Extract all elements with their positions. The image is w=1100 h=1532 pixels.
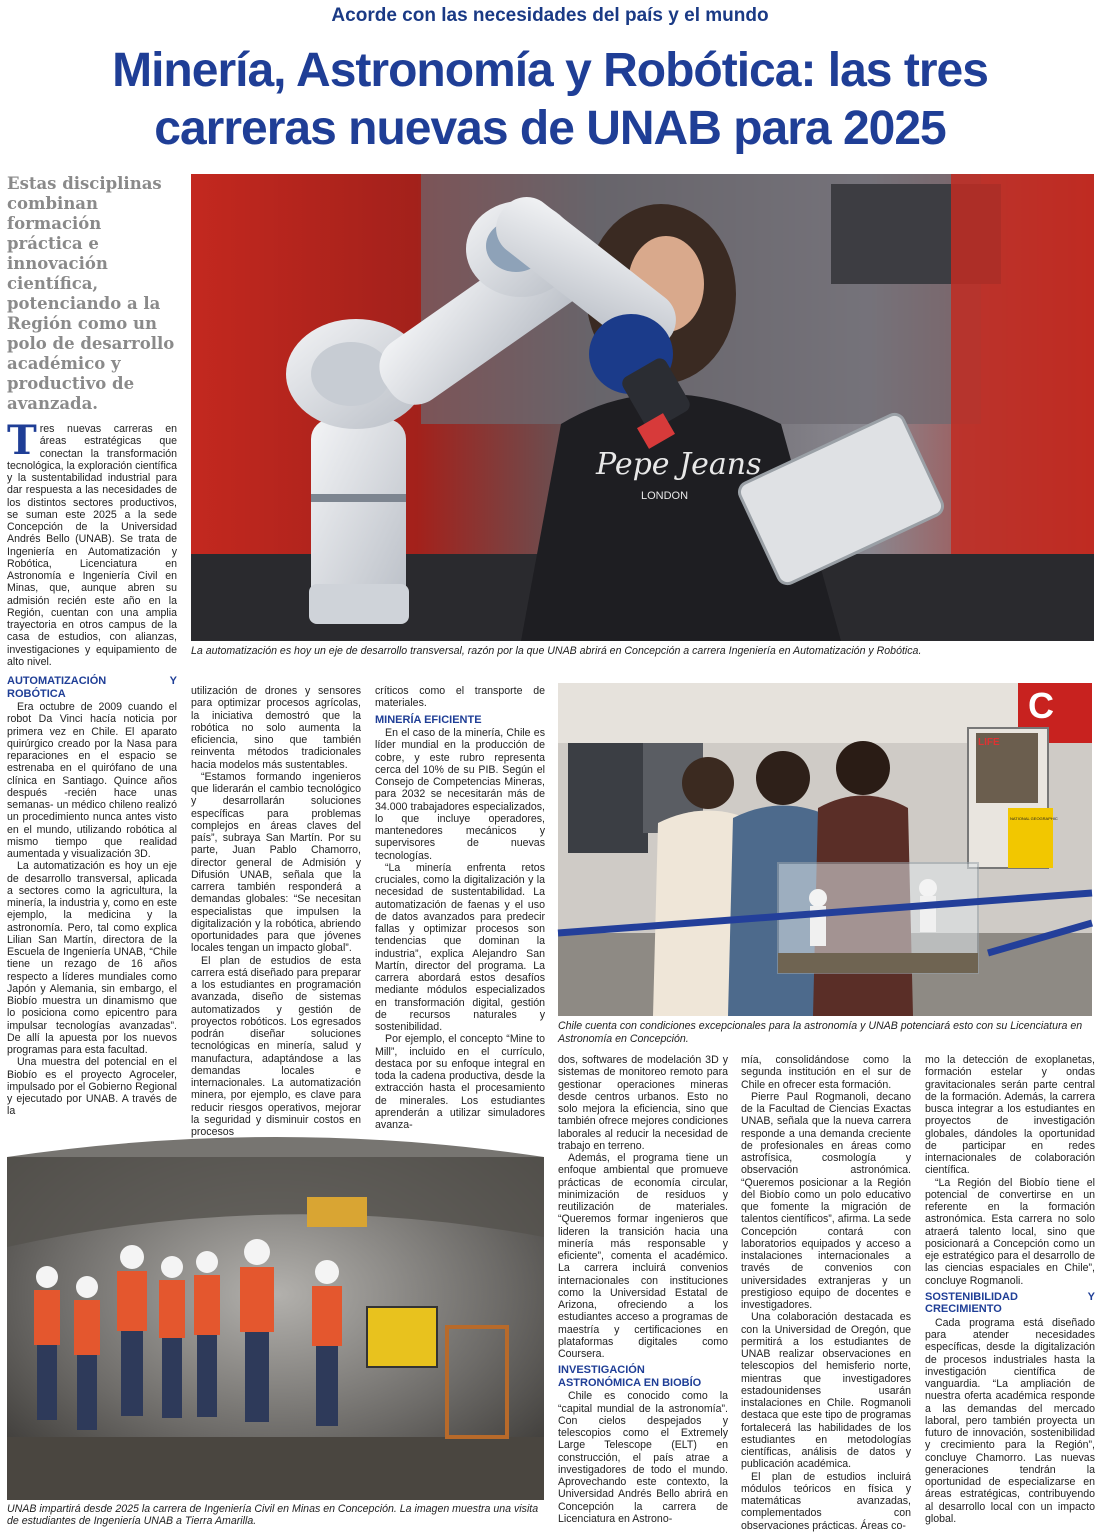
mining-photo-caption: UNAB impartirá desde 2025 la carrera de Ingeniería Civil en Minas en Concepción. La imagen muestra una visita de estudiantes de Ingeniería UNAB a Tierra Amarilla. [7, 1503, 539, 1527]
col4-paragraph-3: Chile es conocido como la “capital mundial de la astronomía”. Con cielos despejados y telescopios como el Extremely Large Telescope (ELT) en construcción, el país atrae a investigadores de todo el mundo. Aprovechando este contexto, la Universidad Andrés Bello abrirá en Concepción la carrera de Licenciatura en Astrono- [558, 1390, 728, 1525]
col5-paragraph-2: Pierre Paul Rogmanoli, decano de la Facultad de Ciencias Exactas UNAB, señala que la nueva carrera responde a una demanda creciente de profesionales en áreas como astrofísica, cosmología y observación astronómica. “Queremos posicionar a la Región del Biobío como un polo educativo que fomente la migración de talentos científicos”, afirma. La sede Concepción contará con laboratorios equipados y acceso a instalaciones internacionales a través de convenios con universidades extranjeras y un prestigioso equipo de docentes e investigadores. [741, 1090, 911, 1311]
intro-text: res nuevas carreras en áreas estratégicas que conectan la transformación tecnológica, la exploración científica y la sustentabilidad industrial para dar respuesta a las necesidades de los distintos sectores productivos, se suman este 2025 a la sede Concepción de la Universidad Andrés Bello (UNAB). Se trata de Ingeniería en Automatización y Robótica, Licenciatura en Astronomía e Ingeniería Civil en Minas, que, aunque abren su admisión recién este año en la Región, cuentan con una amplia trayectoria en otros campus de la casa de estudios, con alianzas, investigaciones y equipamiento de alto nivel. [7, 423, 177, 668]
col1-paragraph-1: Era octubre de 2009 cuando el robot Da Vinci hacía noticia por primera vez en Chile. El aparato quirúrgico creado por la Nasa para reparaciones en el espacio se estrenaba en el quirófano de una clínica en Santiago. Quince años después -recién hace unas semanas- un médico chileno realizó un procedimiento nunca antes visto en el mundo, utilizando robótica al mismo tiempo que realidad aumentada y visualización 3D. [7, 701, 177, 860]
drop-cap: T [7, 417, 37, 464]
col4-paragraph-2: Además, el programa tiene un enfoque ambiental que promueve prácticas de economía circular, minimización de residuos y reutilización de materiales. “Queremos formar ingenieros que lideren la transición hacia una minería más responsable y eficiente”, comenta el académico. La carrera incluirá convenios internacionales con instituciones como la Universidad Estatal de Arizona, ofreciendo a los estudiantes acceso a programas de maestría y certificaciones en plataformas digitales como Coursera. [558, 1152, 728, 1360]
col3-paragraph-2: En el caso de la minería, Chile es líder mundial en la producción de cobre, y este rubro representa cerca del 10% de su PIB. Según el Consejo de Competencias Mineras, para 2032 se necesitarán más de 34.000 trabajadores especializados, lo que incluye operadores, mantenedores mecánicos y supervisores de nuevas tecnologías. [375, 727, 545, 862]
robot-photo-illustration [191, 174, 1094, 641]
col5-paragraph-1: mía, consolidándose como la segunda institución en el sur de Chile en ofrecer esta formación. [741, 1054, 911, 1091]
col3-paragraph-3: “La minería enfrenta retos cruciales, como la digitalización y la necesidad de sustentabilidad. La automatización de faenas y el uso de datos avanzados para predecir fallas y optimizar procesos son tendencias que dominan la industria”, explica Alejandro San Martín, director del programa. La carrera abordará estos desafíos mediante módulos especializados en transformación digital, gestión de recursos naturales y sostenibilidad. [375, 861, 545, 1033]
column-1 [7, 671, 177, 1141]
subhead-mineria: MINERÍA EFICIENTE [375, 713, 482, 726]
mining-photo [7, 1157, 544, 1500]
col6-paragraph-2: “La Región del Biobío tiene el potencial de convertirse en un referente en la formación astronómica. Esta carrera no solo atraerá talento local, sino que posicionará a Concepción como un eje estratégico para el desarrollo de las ciencias espaciales en Chile”, concluye Rogmanoli. [925, 1176, 1095, 1287]
col6-paragraph-1: mo la detección de exoplanetas, formación estelar y ondas gravitacionales serán parte central de la formación. Además, la carrera busca integrar a los estudiantes en proyectos de investigación globales, dándoles la oportunidad de participar en redes internacionales de colaboración científica. [925, 1054, 1095, 1177]
lead-deck: Estas disciplinas combinan formación práctica e innovación científica, potenciando a la Región como un polo de desarrollo académico y productivo de avanzada. [7, 174, 175, 413]
headline-line-1: Minería, Astronomía y Robótica: las tres [112, 44, 988, 97]
intro-paragraph [7, 417, 177, 668]
col4-paragraph-1: dos, softwares de modelación 3D y sistemas de monitoreo remoto para gestionar operaciones mineras desde centros urbanos. Esto no solo mejora la eficiencia, sino que también ofrece mejores condiciones laborales al reducir la necesidad de trabajo en terreno. [558, 1054, 728, 1152]
column-4 [558, 1054, 728, 1524]
robot-photo-caption: La automatización es hoy un eje de desarrollo transversal, razón por la que UNAB abrirá en Concepción a carrera Ingeniería en Automatización y Robótica. [191, 645, 922, 657]
col1-paragraph-3: Una muestra del potencial en el Biobío es el proyecto Agroceler, impulsado por el Gobierno Regional y ejecutado por UNAB. A través de la [7, 1056, 177, 1118]
subhead-investigacion: INVESTIGACIÓN ASTRONÓMICA EN BIOBÍO [558, 1364, 702, 1389]
headline-line-2: carreras nuevas de UNAB para 2025 [154, 102, 946, 155]
column-3 [375, 685, 545, 1135]
col3-paragraph-1: críticos como el transporte de materiales. [375, 685, 545, 710]
column-6 [925, 1054, 1095, 1524]
robot-photo [191, 174, 1094, 641]
column-2 [191, 685, 361, 1138]
subhead-automatizacion: AUTOMATIZACIÓN Y ROBÓTICA [7, 675, 177, 700]
col3-paragraph-4: Por ejemplo, el concepto “Mine to Mill”, incluido en el currículo, destaca por su enfoque integral en toda la cadena productiva, desde la extracción hasta el procesamiento de minerales. Los estudiantes aprenderán a utilizar simuladores avanza- [375, 1033, 545, 1131]
sign-letter: C [1028, 685, 1054, 726]
shirt-logo-sub: LONDON [641, 490, 689, 502]
kicker: Acorde con las necesidades del país y el mundo [331, 5, 769, 26]
astronomy-photo-caption: Chile cuenta con condiciones excepcionales para la astronomía y UNAB potenciará esto con su Licenciatura en Astronomía en Concepción. [558, 1020, 1083, 1045]
column-5 [741, 1054, 911, 1532]
col1-paragraph-2: La automatización es hoy un eje de desarrollo transversal, aplicada a sectores como la agricultura, la minería, la industria y, como en este ejemplo, la medicina y la astronomía. Pero, tal como explica Lilian San Martín, directora de la Escuela de Ingeniería UNAB, “Chile tiene un rezago de 16 años respecto a líderes mundiales como Japón y Alemania, sin embargo, el Biobío muestra un dinamismo que lo posiciona como epicentro para impulsar tecnologías avanzadas”. De allí la apuesta por los nuevos programas para esta facultad. [7, 860, 177, 1056]
col2-paragraph-2: “Estamos formando ingenieros que liderarán el cambio tecnológico y desarrollarán soluciones específicas para problemas complejos en áreas claves del país”, subraya San Martín. Por su parte, Juan Pablo Chamorro, director general de Admisión y Difusión UNAB, señala que la carrera también responderá a demandas globales: “Se necesitan especialistas que impulsen la digitalización y la robótica, abriendo oportunidades para que jóvenes locales tengan un impacto global”. [191, 770, 361, 955]
col5-paragraph-4: El plan de estudios incluirá módulos teóricos en física y matemáticas avanzadas, complementados con observaciones prácticas. Áreas co- [741, 1470, 911, 1532]
shirt-logo: Pepe Jeans [596, 447, 762, 482]
magazine-life: LIFE [978, 737, 1000, 748]
mining-photo-illustration [7, 1157, 544, 1500]
col2-paragraph-3: El plan de estudios de esta carrera está diseñado para preparar a los estudiantes en programación avanzada, diseño de sistemas automatizados y gestión de proyectos robóticos. Los egresados podrán diseñar soluciones tecnológicas en minería, salud y manufactura, adaptándose a las demandas locales e internacionales. La automatización minera, por ejemplo, es clave para reducir riesgos operativos, mejorar la seguridad y disminuir costos en procesos [191, 954, 361, 1138]
headline [20, 42, 1080, 158]
astronomy-photo-illustration [558, 683, 1092, 1016]
col5-paragraph-3: Una colaboración destacada es con la Universidad de Oregón, que permitirá a los estudiantes de UNAB realizar observaciones en telescopios del hemisferio norte, mientras que investigadores estadounidenses usarán instalaciones en Chile. Rogmanoli destaca que este tipo de programas fortalecerá las habilidades de los estudiantes en metodologías científicas, análisis de datos y publicación académica. [741, 1311, 911, 1471]
subhead-sostenibilidad: SOSTENIBILIDAD Y CRECIMIENTO [925, 1290, 1095, 1316]
col6-paragraph-3: Cada programa está diseñado para atender necesidades específicas, desde la digitalización de procesos industriales hasta la investigación científica de vanguardia. “La ampliación de nuestra oferta académica responde a las demandas del mercado laboral, pero también proyecta un futuro de innovación, sostenibilidad y crecimiento para la Región”, concluye Chamorro. Las nuevas generaciones tendrán la oportunidad de especializarse en áreas estratégicas, contribuyendo al desarrollo local con un impacto global. [925, 1316, 1095, 1525]
col2-paragraph-1: utilización de drones y sensores para optimizar procesos agrícolas, la iniciativa demostró que la robótica no solo aumenta la eficiencia, sino que también reinventa métodos tradicionales hacia modelos más sustentables. [191, 685, 361, 771]
magazine-natgeo: NATIONAL GEOGRAPHIC [1010, 816, 1058, 821]
astronomy-photo [558, 683, 1092, 1016]
